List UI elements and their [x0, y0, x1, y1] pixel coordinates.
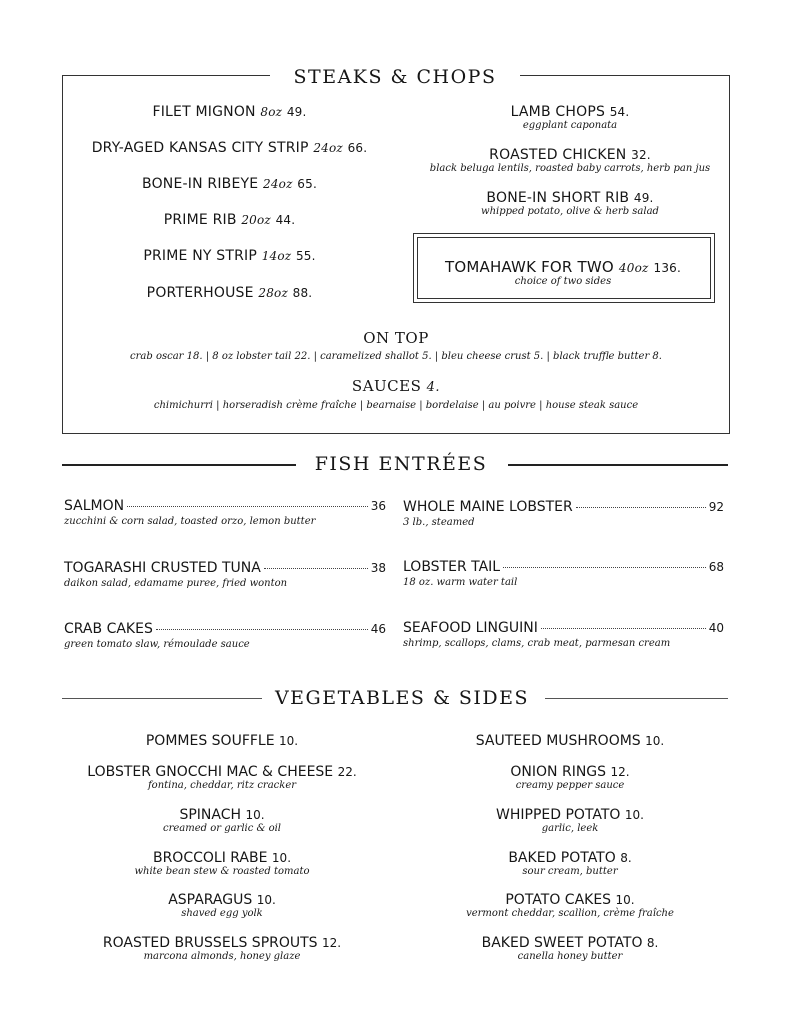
item-price: 10.: [624, 808, 644, 822]
menu-item-roasted-chicken: [420, 147, 720, 174]
leader-dots: [264, 568, 368, 569]
item-price: 65.: [297, 177, 317, 191]
side-potato-cakes: [400, 892, 740, 920]
item-description: whipped potato, olive & herb salad: [481, 206, 659, 217]
item-price: 10.: [256, 893, 276, 907]
item-price: 40: [708, 621, 724, 635]
side-brussels-sprouts: [52, 935, 392, 963]
sauces-heading: [62, 377, 730, 395]
side-spinach: [52, 807, 392, 835]
item-name: WHOLE MAINE LOBSTER: [403, 499, 573, 515]
leader-dots: [156, 629, 368, 630]
item-oz: 28oz: [258, 286, 288, 300]
item-oz: 24oz: [313, 141, 343, 155]
item-price: 22.: [337, 765, 357, 779]
item-name: CRAB CAKES: [64, 621, 153, 637]
item-price: 92: [708, 500, 724, 514]
menu-item-filet-mignon: [62, 104, 397, 120]
item-name: POMMES SOUFFLE: [145, 733, 275, 749]
side-lobster-gnocchi: [52, 764, 392, 792]
item-price: 88.: [292, 286, 313, 300]
item-name: POTATO CAKES: [505, 892, 612, 908]
item-price: 36: [370, 499, 386, 513]
side-pommes-souffle: [52, 733, 392, 749]
side-broccoli-rabe: [52, 850, 392, 878]
sauces-price: 4.: [426, 380, 441, 395]
item-description: zucchini & corn salad, toasted orzo, lemon butter: [64, 516, 316, 527]
item-price: 44.: [275, 213, 296, 227]
item-name: BONE-IN SHORT RIB: [486, 190, 630, 206]
sides-rule-left: [62, 698, 262, 699]
item-description: shaved egg yolk: [181, 908, 263, 919]
leader-dots: [503, 567, 706, 568]
item-price: 32.: [631, 148, 651, 162]
sides-rule-right: [545, 698, 728, 699]
fish-rule-left: [62, 464, 296, 466]
item-name: SPINACH: [179, 807, 242, 823]
menu-item-short-rib: [420, 190, 720, 217]
side-sauteed-mushrooms: [400, 733, 740, 749]
item-name: TOMAHAWK FOR TWO: [444, 258, 614, 276]
item-name: SEAFOOD LINGUINI: [403, 620, 538, 636]
menu-item-lobster-tail: [403, 559, 724, 588]
item-price: 10.: [279, 734, 299, 748]
side-onion-rings: [400, 764, 740, 792]
item-price: 10.: [615, 893, 635, 907]
item-description: shrimp, scallops, clams, crab meat, parmesan cream: [403, 638, 671, 649]
item-oz: 14oz: [261, 249, 292, 263]
item-description: 3 lb., steamed: [403, 517, 475, 528]
menu-item-bone-in-ribeye: [62, 176, 397, 192]
item-description: sour cream, butter: [522, 866, 618, 877]
fish-section-title: FISH ENTRÉES: [314, 453, 488, 475]
item-description: creamed or garlic & oil: [162, 823, 282, 834]
item-name: TOGARASHI CRUSTED TUNA: [64, 560, 261, 576]
item-description: white bean stew & roasted tomato: [134, 866, 310, 877]
item-name: BONE-IN RIBEYE: [142, 176, 259, 192]
item-price: 49.: [286, 105, 307, 119]
item-oz: 8oz: [260, 105, 283, 119]
item-price: 66.: [347, 141, 368, 155]
fish-rule-right: [508, 464, 728, 466]
item-name: ONION RINGS: [510, 764, 607, 780]
item-name: BAKED SWEET POTATO: [481, 935, 643, 951]
item-name: DRY-AGED KANSAS CITY STRIP: [91, 140, 309, 156]
item-price: 38: [370, 561, 386, 575]
menu-item-kc-strip: [62, 140, 397, 156]
item-price: 68: [708, 560, 724, 574]
item-description: green tomato slaw, rémoulade sauce: [64, 639, 250, 650]
item-price: 12.: [322, 936, 342, 950]
item-price: 12.: [610, 765, 630, 779]
item-oz: 40oz: [618, 261, 649, 275]
item-price: 8.: [646, 936, 659, 950]
item-name: SAUTEED MUSHROOMS: [475, 733, 641, 749]
menu-item-salmon: [64, 498, 386, 527]
menu-item-seafood-linguini: [403, 620, 724, 649]
item-name: LOBSTER GNOCCHI MAC & CHEESE: [87, 764, 334, 780]
item-name: BROCCOLI RABE: [152, 850, 268, 866]
item-name: LAMB CHOPS: [510, 104, 606, 120]
item-name: PRIME NY STRIP: [143, 248, 258, 264]
menu-item-prime-ny-strip: [62, 248, 397, 264]
item-price: 10.: [271, 851, 292, 865]
side-whipped-potato: [400, 807, 740, 835]
sauces-title: SAUCES: [351, 377, 422, 395]
item-description: creamy pepper sauce: [515, 780, 625, 791]
item-name: SALMON: [64, 498, 125, 514]
sauces-options: chimichurri | horseradish crème fraîche | bearnaise | bordelaise | au poivre | house steak sauce: [153, 400, 639, 411]
item-name: ASPARAGUS: [168, 892, 253, 908]
item-price: 8.: [620, 851, 632, 865]
side-asparagus: [52, 892, 392, 920]
item-price: 10.: [245, 808, 265, 822]
on-top-heading: ON TOP: [363, 329, 429, 347]
item-description: black beluga lentils, roasted baby carrots, herb pan jus: [429, 163, 711, 174]
side-baked-potato: [400, 850, 740, 878]
menu-item-porterhouse: [62, 285, 397, 301]
item-price: 136.: [653, 261, 682, 275]
item-name: ROASTED CHICKEN: [489, 147, 627, 163]
menu-item-togarashi-tuna: [64, 560, 386, 589]
item-name: BAKED POTATO: [508, 850, 616, 866]
item-name: FILET MIGNON: [152, 104, 256, 120]
item-description: marcona almonds, honey glaze: [143, 951, 301, 962]
item-name: PRIME RIB: [163, 212, 237, 228]
item-price: 54.: [609, 105, 630, 119]
item-price: 55.: [295, 249, 316, 263]
item-name: LOBSTER TAIL: [403, 559, 501, 575]
leader-dots: [576, 507, 706, 508]
menu-item-lamb-chops: [420, 104, 720, 131]
item-description: garlic, leek: [541, 823, 599, 834]
item-oz: 20oz: [241, 213, 271, 227]
item-price: 49.: [633, 191, 654, 205]
item-oz: 24oz: [263, 177, 293, 191]
sides-section-title: VEGETABLES & SIDES: [274, 687, 530, 709]
side-baked-sweet-potato: [400, 935, 740, 963]
item-price: 10.: [645, 734, 665, 748]
leader-dots: [127, 506, 368, 507]
item-description: 18 oz. warm water tail: [403, 577, 518, 588]
item-description: choice of two sides: [514, 276, 612, 287]
item-description: eggplant caponata: [522, 120, 618, 131]
item-price: 46: [370, 622, 386, 636]
leader-dots: [541, 628, 706, 629]
item-description: daikon salad, edamame puree, fried wonton: [64, 578, 288, 589]
menu-item-whole-lobster: [403, 499, 724, 528]
menu-item-tomahawk: [413, 258, 713, 287]
item-description: canella honey butter: [517, 951, 623, 962]
menu-item-crab-cakes: [64, 621, 386, 650]
steaks-section-title: STEAKS & CHOPS: [293, 66, 497, 88]
item-name: PORTERHOUSE: [146, 285, 254, 301]
item-name: WHIPPED POTATO: [496, 807, 621, 823]
item-description: fontina, cheddar, ritz cracker: [147, 780, 297, 791]
item-description: vermont cheddar, scallion, crème fraîche: [466, 908, 674, 919]
on-top-options: crab oscar 18. | 8 oz lobster tail 22. | caramelized shallot 5. | bleu cheese crust 5. | black truffle butter 8.: [130, 351, 662, 362]
item-name: ROASTED BRUSSELS SPROUTS: [102, 935, 318, 951]
menu-item-prime-rib: [62, 212, 397, 228]
